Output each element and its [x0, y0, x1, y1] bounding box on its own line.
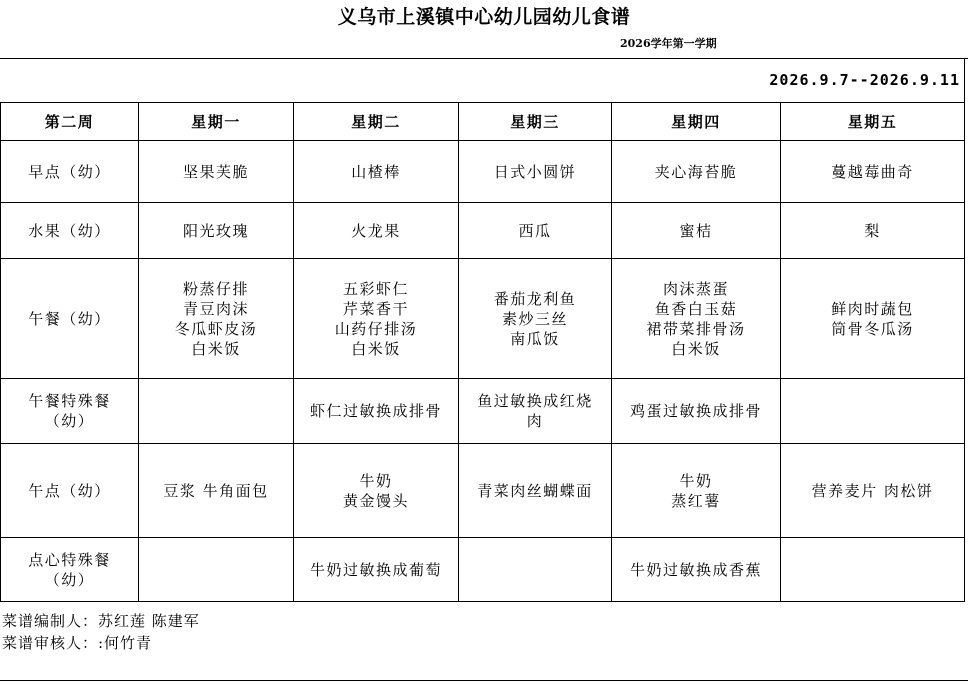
row-label: 午点（幼）: [28, 481, 111, 500]
menu-cell: 虾仁过敏换成排骨: [309, 402, 442, 420]
date-range: 2026.9.7--2026.9.11: [769, 71, 960, 89]
menu-cell: 牛奶过敏换成葡萄: [309, 560, 442, 579]
menu-cell: 粉蒸仔排 青豆肉沫 冬瓜虾皮汤 白米饭: [174, 279, 258, 358]
menu-cell: 鸡蛋过敏换成排骨: [629, 402, 762, 420]
menu-cell: 番茄龙利鱼 素炒三丝 南瓜饭: [493, 289, 577, 348]
menu-cell: 豆浆 牛角面包: [163, 481, 269, 500]
menu-cell: 牛奶过敏换成香蕉: [629, 560, 762, 579]
menu-reviewer: 菜谱审核人：:何竹青: [2, 634, 153, 652]
menu-cell: 肉沫蒸蛋 鱼香白玉菇 裙带菜排骨汤 白米饭: [646, 279, 746, 358]
menu-cell: [139, 379, 293, 443]
menu-cell: 营养麦片 肉松饼: [811, 481, 934, 500]
menu-compiler: 菜谱编制人：苏红莲 陈建军: [2, 612, 200, 630]
column-header: 星期三: [510, 112, 560, 131]
menu-cell: 五彩虾仁 芹菜香干 山药仔排汤 白米饭: [334, 279, 418, 358]
menu-cell: [781, 379, 964, 443]
table-row-line: [0, 601, 965, 602]
menu-cell: 青菜肉丝蝴蝶面: [477, 481, 593, 500]
divider: [0, 58, 968, 59]
menu-cell: 梨: [864, 221, 881, 240]
column-header: 第二周: [44, 112, 95, 131]
page-bottom-line: [0, 680, 968, 681]
menu-cell: 坚果芙脆: [182, 162, 249, 181]
column-header: 星期二: [351, 112, 401, 131]
row-label: 午餐特殊餐 （幼）: [28, 392, 111, 430]
table-col-line: [964, 58, 965, 102]
row-label: 水果（幼）: [28, 221, 111, 240]
row-label: 点心特殊餐 （幼）: [28, 550, 111, 589]
menu-cell: 牛奶 蒸红薯: [671, 471, 721, 510]
menu-cell: 牛奶 黄金馒头: [342, 471, 409, 510]
menu-cell: 西瓜: [518, 221, 552, 240]
menu-cell: 山楂棒: [351, 162, 401, 181]
menu-cell: [781, 538, 964, 601]
menu-cell: 阳光玫瑰: [182, 221, 249, 240]
menu-cell: [139, 538, 293, 601]
menu-cell: 夹心海苔脆: [654, 162, 738, 181]
menu-cell: 日式小圆饼: [493, 162, 577, 181]
column-header: 星期五: [847, 112, 898, 131]
menu-title: 义乌市上溪镇中心幼儿园幼儿食谱: [337, 6, 631, 28]
menu-cell: 蔓越莓曲奇: [831, 162, 914, 181]
row-label: 早点（幼）: [28, 162, 111, 181]
menu-cell: [459, 538, 611, 601]
menu-cell: 鱼过敏换成红烧 肉: [477, 392, 593, 430]
menu-cell: 蜜桔: [679, 221, 713, 240]
column-header: 星期四: [671, 112, 721, 131]
column-header: 星期一: [191, 112, 241, 131]
menu-cell: 火龙果: [351, 221, 401, 240]
table-col-line: [964, 102, 965, 601]
menu-cell: 鲜肉时蔬包 筒骨冬瓜汤: [831, 299, 914, 338]
semester-label: 2026学年第一学期: [620, 37, 717, 50]
row-label: 午餐（幼）: [28, 309, 111, 328]
